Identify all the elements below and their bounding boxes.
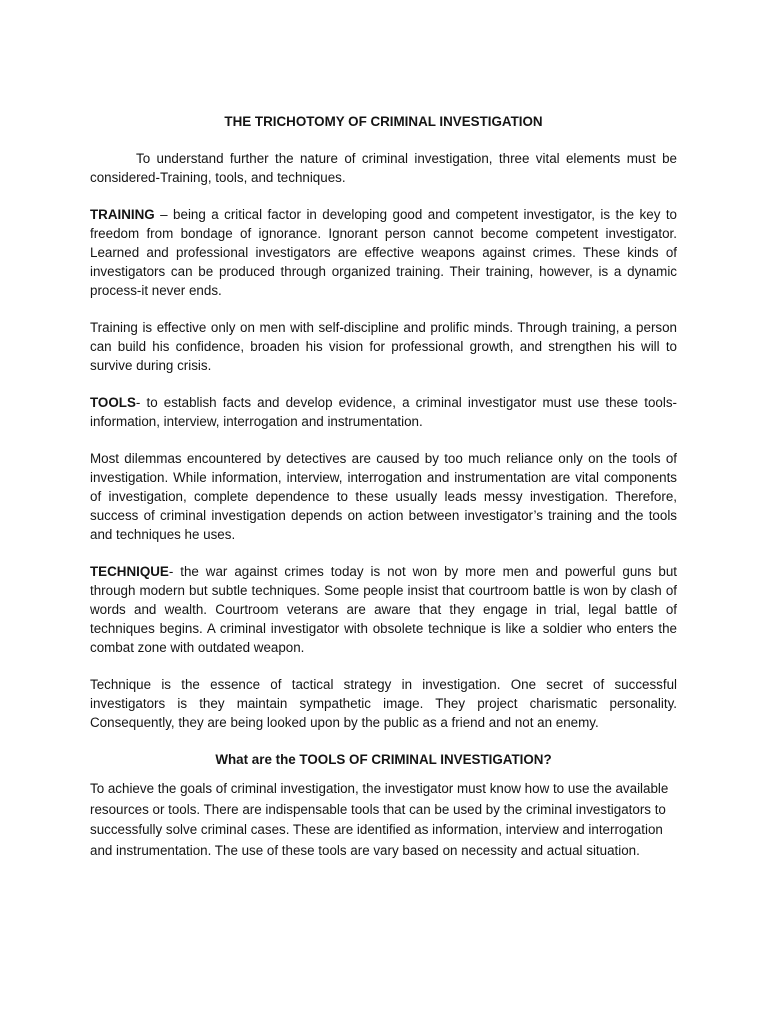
tools-paragraph-2: Most dilemmas encountered by detectives are caused by too much reliance only on the tools of investigation. While information, interview, interrogation and instrumentation are vital components of investigation, complete dependence to these usually leads messy investigation. Therefore, success of criminal investigation depends on action between investigator’s training and the tools and techniques he uses. — [90, 451, 677, 542]
technique-text: - the war against crimes today is not won by more men and powerful guns but through modern but subtle techniques. Some people insist that courtroom battle is won by clash of words and wealth. Courtroom veterans are aware that they engage in trial, legal battle of techniques begins. A criminal investigator with obsolete technique is like a soldier who enters the combat zone with outdated weapon. — [90, 564, 677, 655]
final-paragraph: To achieve the goals of criminal investigation, the investigator must know how to use the available resources or tools. There are indispensable tools that can be used by the criminal investigators to successfully solve criminal cases. These are identified as information, interview and interrogation and instrumentation. The use of these tools are vary based on necessity and actual situation. — [90, 781, 669, 858]
technique-paragraph-2: Technique is the essence of tactical strategy in investigation. One secret of successful investigators is they maintain sympathetic image. They project charismatic personality. Consequently, they are being looked upon by the public as a friend and not an enemy. — [90, 677, 677, 730]
section-subtitle: What are the TOOLS OF CRIMINAL INVESTIGATION? — [215, 752, 552, 767]
tools-paragraph — [90, 393, 677, 431]
tools-heading: TOOLS — [90, 395, 136, 410]
technique-heading: TECHNIQUE — [90, 564, 169, 579]
training-paragraph-2: Training is effective only on men with self-discipline and prolific minds. Through training, a person can build his confidence, broaden his vision for professional growth, and strengthen his will to survive during crisis. — [90, 320, 677, 373]
training-heading: TRAINING — [90, 207, 155, 222]
document-title: THE TRICHOTOMY OF CRIMINAL INVESTIGATION — [224, 114, 543, 129]
document-page — [90, 112, 677, 861]
tools-text: - to establish facts and develop evidence, a criminal investigator must use these tools-information, interview, interrogation and instrumentation. — [90, 395, 677, 429]
training-paragraph — [90, 205, 677, 300]
training-text: – being a critical factor in developing good and competent investigator, is the key to freedom from bondage of ignorance. Ignorant person cannot become competent investigator. Learned and professional investigators are effective weapons against crimes. These kinds of investigators can be produced through organized training. Their training, however, is a dynamic process-it never ends. — [90, 207, 677, 298]
intro-paragraph: To understand further the nature of criminal investigation, three vital elements must be considered-Training, tools, and techniques. — [90, 151, 677, 185]
technique-paragraph — [90, 562, 677, 657]
